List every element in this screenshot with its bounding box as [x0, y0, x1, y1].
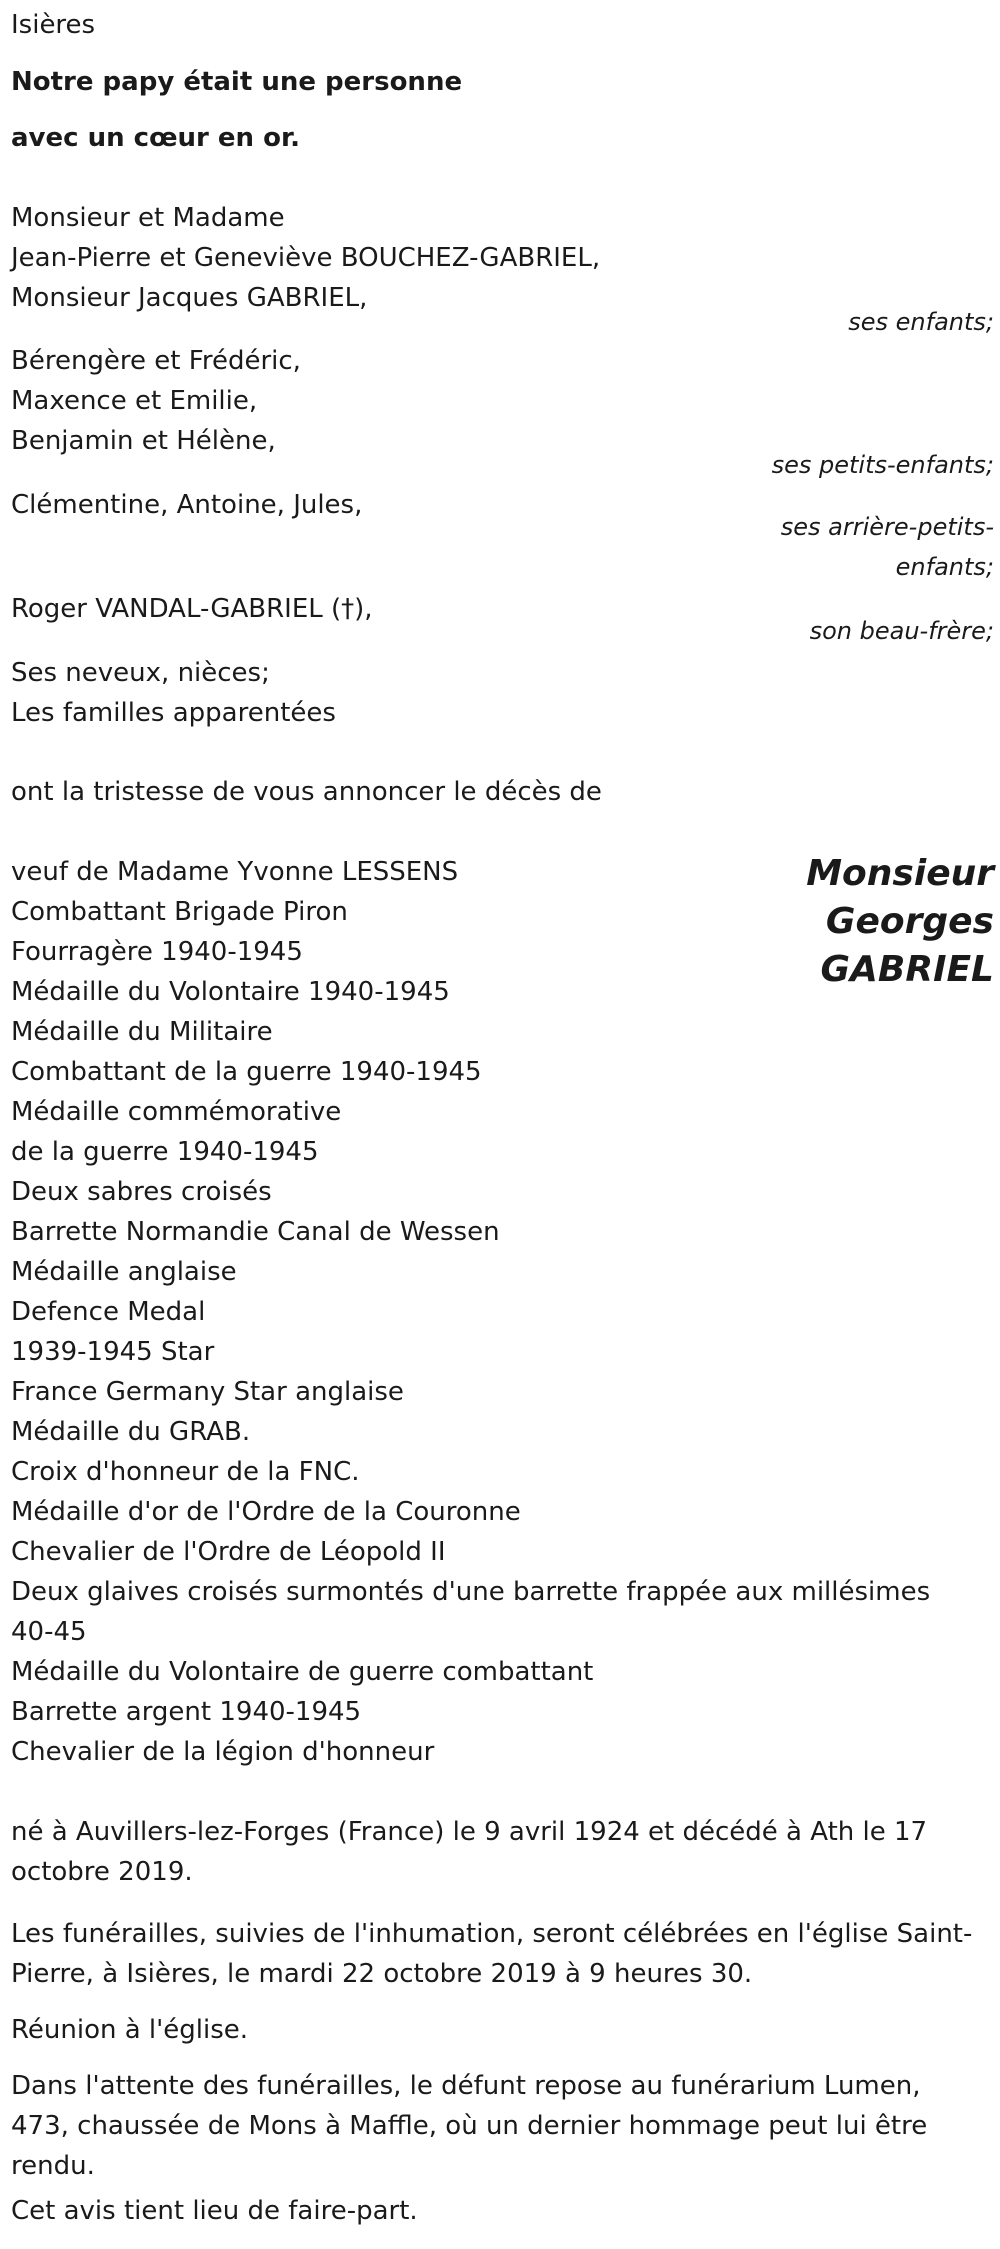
- honor-item: veuf de Madame Yvonne LESSENS: [11, 857, 459, 887]
- children-role: ses enfants;: [848, 308, 994, 336]
- brother-in-law-line: Roger VANDAL-GABRIEL (†),: [11, 594, 373, 624]
- honor-item: Chevalier de l'Ordre de Léopold II: [11, 1537, 446, 1567]
- relatives-block: [11, 653, 994, 733]
- honor-item: Combattant Brigade Piron: [11, 897, 348, 927]
- children-line: Monsieur et Madame: [11, 203, 285, 233]
- honor-item: Médaille du Volontaire 1940-1945: [11, 977, 450, 1007]
- great-grandchildren-role-2: enfants;: [895, 553, 994, 581]
- honor-item: Combattant de la guerre 1940-1945: [11, 1057, 482, 1087]
- closing-paragraph: Cet avis tient lieu de faire-part.: [11, 2196, 418, 2226]
- honor-item: Médaille du Volontaire de guerre combattant: [11, 1657, 594, 1687]
- honor-item: de la guerre 1940-1945: [11, 1137, 319, 1167]
- quote-line-1: Notre papy était une personne: [11, 67, 463, 97]
- rest-paragraph: Dans l'attente des funérailles, le défunt repose au funérarium Lumen, 473, chaussée de Mons à Maffle, où un dernier hommage peut lui être rendu.: [11, 2071, 928, 2181]
- honor-item: Fourragère 1940-1945: [11, 937, 303, 967]
- funeral-paragraph: Les funérailles, suivies de l'inhumation, seront célébrées en l'église Saint-Pierre, à Isières, le mardi 22 octobre 2019 à 9 heures 30.: [11, 1919, 973, 1989]
- children-block: [11, 198, 994, 318]
- grandchildren-role: ses petits-enfants;: [771, 451, 994, 479]
- deceased-name-line: Georges: [825, 901, 994, 942]
- relatives-line: Les familles apparentées: [11, 698, 336, 728]
- grandchildren-block: [11, 341, 994, 461]
- meeting-paragraph: Réunion à l'église.: [11, 2015, 249, 2045]
- honors-list: [11, 852, 994, 1772]
- honor-item: Deux glaives croisés surmontés d'une barrette frappée aux millésimes: [11, 1577, 931, 1607]
- deceased-name-line: GABRIEL: [820, 949, 994, 990]
- honor-item: Deux sabres croisés: [11, 1177, 272, 1207]
- relatives-line: Ses neveux, nièces;: [11, 658, 270, 688]
- honor-item: Barrette Normandie Canal de Wessen: [11, 1217, 500, 1247]
- great-grandchildren-line: Clémentine, Antoine, Jules,: [11, 490, 363, 520]
- honor-item: Médaille anglaise: [11, 1257, 237, 1287]
- quote-line-2: avec un cœur en or.: [11, 123, 300, 153]
- grandchildren-line: Bérengère et Frédéric,: [11, 346, 301, 376]
- children-line: Jean-Pierre et Geneviève BOUCHEZ-GABRIEL,: [11, 243, 601, 273]
- town-name: Isières: [11, 10, 96, 40]
- honor-item: Médaille commémorative: [11, 1097, 342, 1127]
- honor-item: Médaille du GRAB.: [11, 1417, 251, 1447]
- great-grandchildren-role-1: ses arrière-petits-: [780, 513, 994, 541]
- honor-item: France Germany Star anglaise: [11, 1377, 404, 1407]
- brother-in-law-role: son beau-frère;: [809, 617, 994, 645]
- honor-item: Chevalier de la légion d'honneur: [11, 1737, 435, 1767]
- grandchildren-line: Maxence et Emilie,: [11, 386, 258, 416]
- honor-item: Médaille du Militaire: [11, 1017, 273, 1047]
- birth-death-paragraph: né à Auvillers-lez-Forges (France) le 9 avril 1924 et décédé à Ath le 17 octobre 2019.: [11, 1817, 928, 1887]
- honor-item: Defence Medal: [11, 1297, 206, 1327]
- children-line: Monsieur Jacques GABRIEL,: [11, 283, 368, 313]
- announcement-text: ont la tristesse de vous annoncer le décès de: [11, 777, 602, 807]
- honor-item: Barrette argent 1940-1945: [11, 1697, 362, 1727]
- grandchildren-line: Benjamin et Hélène,: [11, 426, 276, 456]
- honor-item: 1939-1945 Star: [11, 1337, 215, 1367]
- honor-item: 40-45: [11, 1617, 87, 1647]
- deceased-name-line: Monsieur: [806, 853, 994, 894]
- honor-item: Croix d'honneur de la FNC.: [11, 1457, 360, 1487]
- honor-item: Médaille d'or de l'Ordre de la Couronne: [11, 1497, 521, 1527]
